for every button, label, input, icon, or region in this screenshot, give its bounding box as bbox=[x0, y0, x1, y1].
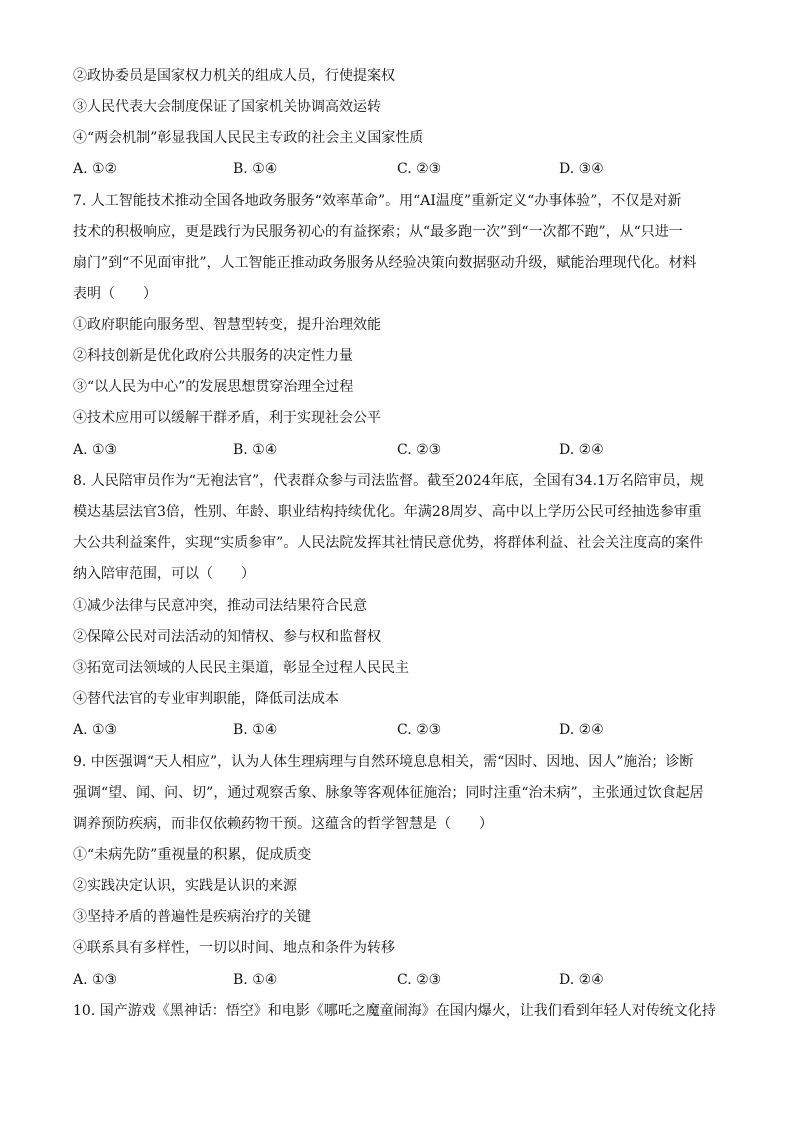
q6-choice-c: C. ②③ bbox=[397, 161, 442, 177]
q7-choice-c: C. ②③ bbox=[397, 442, 442, 458]
q8-option-1: ①减少法律与民意冲突，推动司法结果符合民意 bbox=[73, 598, 367, 614]
q8-stem-line-4: 纳入陪审范围，可以（ ） bbox=[73, 566, 255, 582]
q6-option-3: ③人民代表大会制度保证了国家机关协调高效运转 bbox=[73, 99, 381, 115]
q7-stem-line-3: 扇门”到“不见面审批”，人工智能正推动政务服务从经验决策向数据驱动升级，赋能治理现代化。材料 bbox=[73, 255, 697, 271]
q9-stem-line-3: 调养预防疾病，而非仅依赖药物干预。这蕴含的哲学智慧是（ ） bbox=[73, 816, 493, 832]
q7-stem-line-1: 7. 人工智能技术推动全国各地政务服务“效率革命”。用“AI温度”重新定义“办事体验”，不仅是对新 bbox=[73, 193, 682, 209]
q6-choices bbox=[73, 159, 723, 179]
q8-option-2: ②保障公民对司法活动的知情权、参与权和监督权 bbox=[73, 629, 381, 645]
q9-option-2: ②实践决定认识，实践是认识的来源 bbox=[73, 878, 297, 894]
q9-choices bbox=[73, 970, 723, 990]
q6-option-4: ④“两会机制”彰显我国人民民主专政的社会主义国家性质 bbox=[73, 130, 424, 146]
q9-option-3: ③坚持矛盾的普遍性是疾病治疗的关键 bbox=[73, 909, 311, 925]
q7-option-3: ③“以人民为中心”的发展思想贯穿治理全过程 bbox=[73, 379, 354, 395]
q7-choice-a: A. ①③ bbox=[73, 442, 118, 458]
q8-choice-c: C. ②③ bbox=[397, 722, 442, 738]
q6-option-2: ②政协委员是国家权力机关的组成人员，行使提案权 bbox=[73, 68, 395, 84]
q7-stem-line-4: 表明（ ） bbox=[73, 286, 157, 302]
q8-stem-line-3: 大公共利益案件，实现“实质参审”。人民法院发挥其社情民意优势，将群体利益、社会关注度高的案件 bbox=[73, 535, 704, 551]
q7-choices bbox=[73, 440, 723, 460]
q8-choices bbox=[73, 720, 723, 740]
q7-stem-line-2: 技术的积极响应，更是践行为民服务初心的有益探索；从“最多跑一次”到“一次都不跑”，从“只进一 bbox=[73, 224, 683, 240]
q9-choice-d: D. ②④ bbox=[559, 972, 604, 988]
q8-choice-d: D. ②④ bbox=[559, 722, 604, 738]
q6-choice-b: B. ①④ bbox=[233, 161, 278, 177]
q9-stem-line-2: 强调“望、闻、问、切”，通过观察舌象、脉象等客观体征施治；同时注重“治未病”，主张通过饮食起居 bbox=[73, 785, 704, 801]
q8-stem-line-2: 模达基层法官3倍，性别、年龄、职业结构持续优化。年满28周岁、高中以上学历公民可经抽选参审重 bbox=[73, 504, 702, 520]
q8-option-4: ④替代法官的专业审判职能，降低司法成本 bbox=[73, 691, 339, 707]
q7-choice-b: B. ①④ bbox=[233, 442, 278, 458]
q8-option-3: ③拓宽司法领域的人民民主渠道，彰显全过程人民民主 bbox=[73, 660, 409, 676]
q7-choice-d: D. ②④ bbox=[559, 442, 604, 458]
q6-choice-a: A. ①② bbox=[73, 161, 118, 177]
q9-choice-a: A. ①③ bbox=[73, 972, 118, 988]
q8-stem-line-1: 8. 人民陪审员作为“无袍法官”，代表群众参与司法监督。截至2024年底，全国有34.1万名陪审员，规 bbox=[73, 473, 704, 489]
q7-option-4: ④技术应用可以缓解干群矛盾，利于实现社会公平 bbox=[73, 410, 381, 426]
q9-stem-line-1: 9. 中医强调“天人相应”，认为人体生理病理与自然环境息息相关，需“因时、因地、因人”施治；诊断 bbox=[73, 754, 694, 770]
q6-choice-d: D. ③④ bbox=[559, 161, 604, 177]
q9-option-1: ①“未病先防”重视量的积累，促成质变 bbox=[73, 847, 312, 863]
q8-choice-b: B. ①④ bbox=[233, 722, 278, 738]
q9-choice-b: B. ①④ bbox=[233, 972, 278, 988]
q9-choice-c: C. ②③ bbox=[397, 972, 442, 988]
q8-choice-a: A. ①③ bbox=[73, 722, 118, 738]
q7-option-1: ①政府职能向服务型、智慧型转变，提升治理效能 bbox=[73, 317, 381, 333]
q9-option-4: ④联系具有多样性，一切以时间、地点和条件为转移 bbox=[73, 940, 395, 956]
q7-option-2: ②科技创新是优化政府公共服务的决定性力量 bbox=[73, 348, 353, 364]
q10-stem-line-1: 10. 国产游戏《黑神话：悟空》和电影《哪吒之魔童闹海》在国内爆火，让我们看到年轻人对传统文化持 bbox=[73, 1003, 716, 1019]
